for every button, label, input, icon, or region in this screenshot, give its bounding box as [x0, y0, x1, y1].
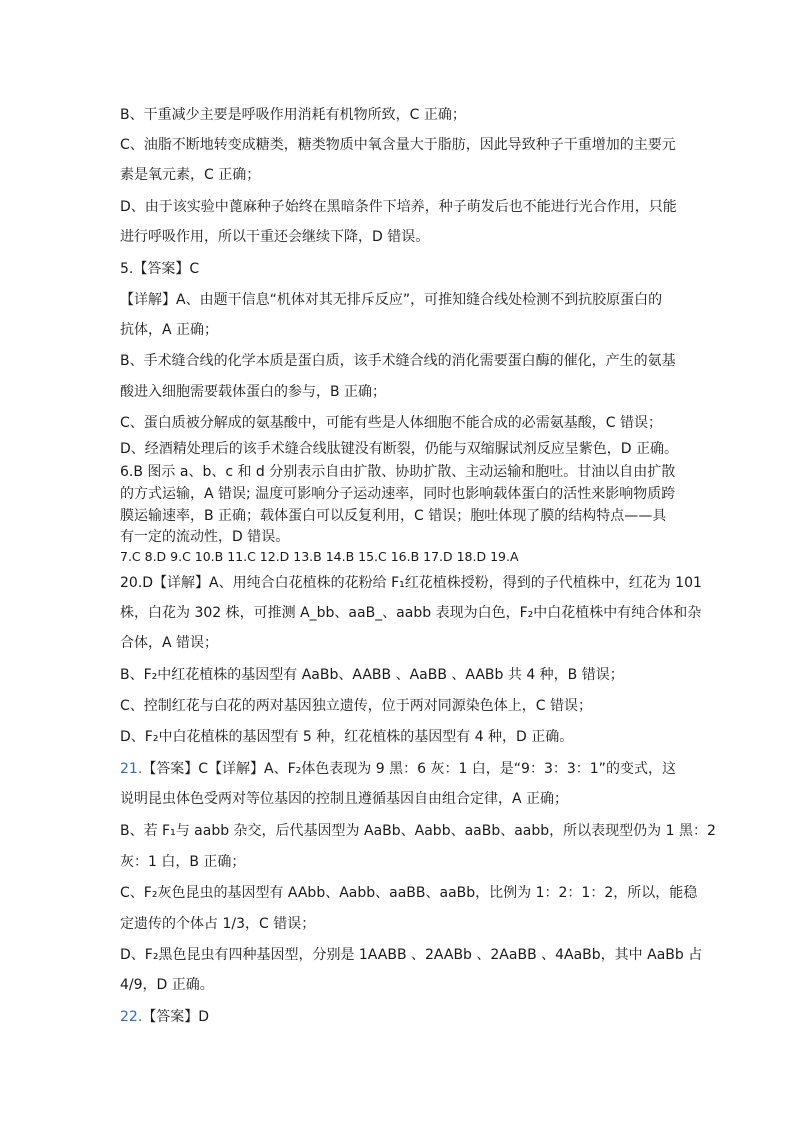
text-line: C、油脂不断地转变成糖类，糖类物质中氧含量大于脂肪，因此导致种子干重增加的主要元 — [120, 137, 676, 153]
text-line: D、由于该实验中蓖麻种子始终在黑暗条件下培养，种子萌发后也不能进行光合作用，只能 — [120, 199, 677, 215]
text-line: 的方式运输，A 错误; 温度可影响分子运动速率，同时也影响载体蛋白的活性来影响物质跨 — [120, 486, 676, 502]
text-line: 抗体，A 正确； — [120, 322, 219, 338]
text-line: 进行呼吸作用，所以干重还会继续下降，D 错误。 — [120, 229, 430, 245]
text-line: C、蛋白质被分解成的氨基酸中，可能有些是人体细胞不能合成的必需氨基酸，C 错误； — [120, 415, 662, 431]
text-line: 4/9，D 正确。 — [120, 977, 214, 993]
answer-list-line: 7.C 8.D 9.C 10.B 11.C 12.D 13.B 14.B 15.C 16.B 17.D 18.D 19.A — [120, 549, 519, 564]
text-span: 【答案】C【详解】A、F₂体色表现为 9 黑：6 灰：1 白，是“9：3：3：1”的变式，这 — [142, 761, 676, 777]
text-line: 5.【答案】C — [120, 261, 200, 277]
text-line: 说明昆虫体色受两对等位基因的控制且遵循基因自由组合定律，A 正确； — [120, 791, 569, 807]
text-line: 株，白花为 302 株，可推测 A_bb、aaB_、aabb 表现为白色，F₂中白花植株中有纯合体和杂 — [120, 605, 702, 621]
text-line: 【详解】A、由题干信息“机体对其无排斥反应”，可推知缝合线处检测不到抗胶原蛋白的 — [120, 292, 663, 308]
question-21-line — [120, 760, 680, 778]
text-line: B、若 F₁与 aabb 杂交，后代基因型为 AaBb、Aabb、aaBb、aabb，所以表现型仍为 1 黑：2 — [120, 823, 716, 839]
question-number: 21. — [120, 761, 143, 777]
text-line: 20.D【详解】A、用纯合白花植株的花粉给 F₁红花植株授粉，得到的子代植株中，红花为 101 — [120, 575, 702, 591]
text-line: B、干重减少主要是呼吸作用消耗有机物所致，C 正确； — [120, 107, 466, 123]
text-line: D、F₂黑色昆虫有四种基因型，分别是 1AABB 、2AABb 、2AaBB 、4AaBb，其中 AaBb 占 — [120, 947, 703, 963]
text-line: 灰：1 白，B 正确； — [120, 854, 246, 870]
text-line: 膜运输速率，B 正确；载体蛋白可以反复利用，C 错误；胞吐体现了膜的结构特点——具 — [120, 508, 667, 524]
text-line: C、F₂灰色昆虫的基因型有 AAbb、Aabb、aaBB、aaBb，比例为 1：2：1：2，所以，能稳 — [120, 885, 698, 901]
text-line: B、F₂中红花植株的基因型有 AaBb、AABB 、AaBB 、AABb 共 4 种，B 错误； — [120, 667, 624, 683]
text-line: B、手术缝合线的化学本质是蛋白质，该手术缝合线的消化需要蛋白酶的催化，产生的氨基 — [120, 353, 676, 369]
text-line: D、经酒精处理后的该手术缝合线肽键没有断裂，仍能与双缩脲试剂反应呈紫色，D 正确。 — [120, 441, 679, 457]
text-line: 定遗传的个体占 1/3，C 错误； — [120, 916, 316, 932]
text-line: D、F₂中白花植株的基因型有 5 种，红花植株的基因型有 4 种，D 正确。 — [120, 729, 574, 745]
text-line: 素是氧元素，C 正确； — [120, 167, 261, 183]
question-22-line — [120, 1008, 680, 1026]
text-line: 合体，A 错误； — [120, 635, 219, 651]
text-line: C、控制红花与白花的两对基因独立遗传，位于两对同源染色体上，C 错误； — [120, 698, 592, 714]
text-line: 6.B 图示 a、b、c 和 d 分别表示自由扩散、协助扩散、主动运输和胞吐。甘油以自由扩散 — [120, 464, 676, 480]
text-span: 【答案】D — [142, 1009, 210, 1025]
question-number: 22. — [120, 1009, 143, 1025]
text-line: 有一定的流动性，D 错误。 — [120, 529, 290, 545]
text-line: 酸进入细胞需要载体蛋白的参与，B 正确； — [120, 384, 387, 400]
